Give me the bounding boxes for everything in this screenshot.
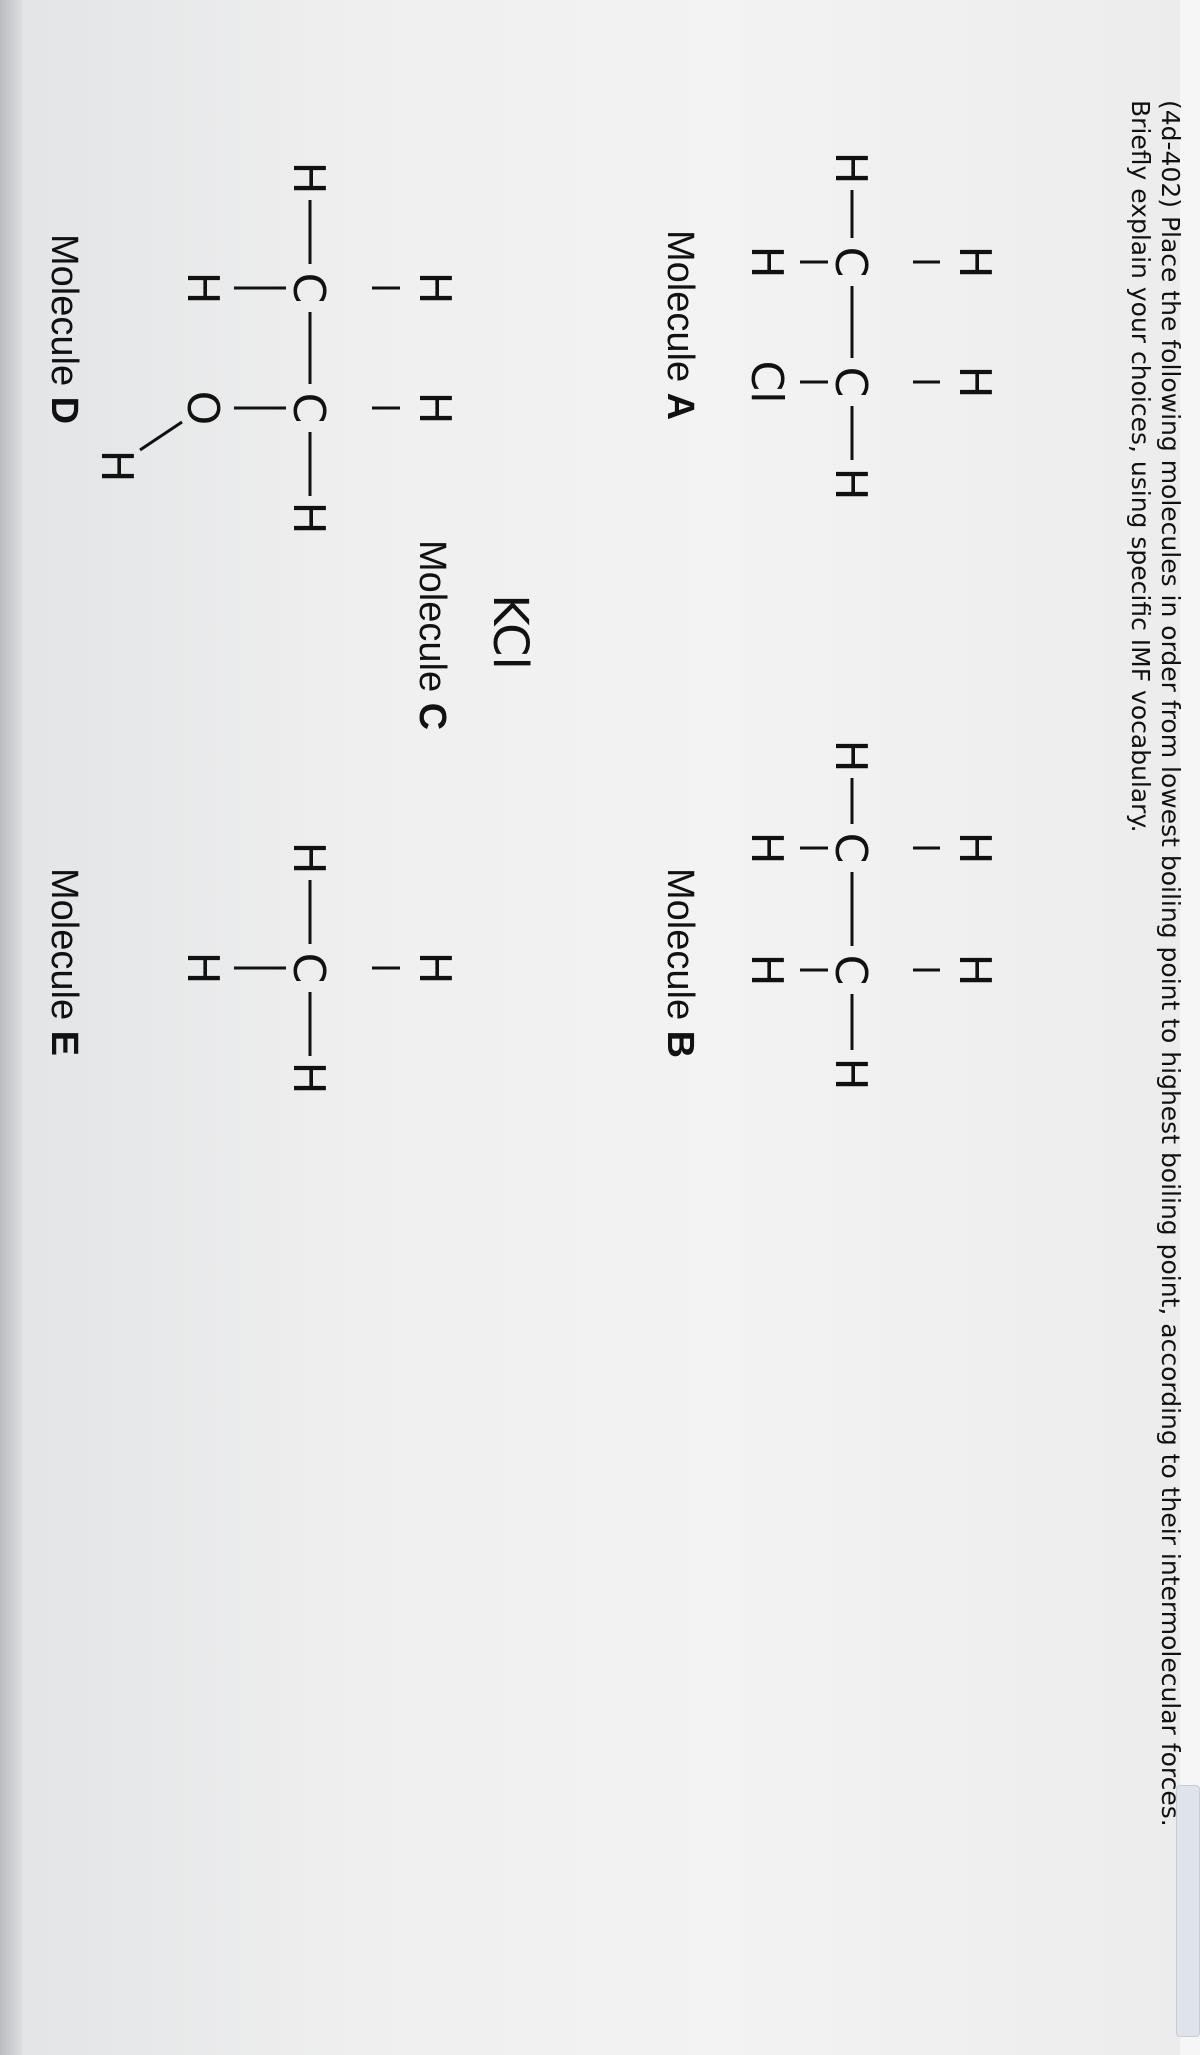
atom-h: H [283,841,334,875]
atom-h: H [409,271,460,305]
label-letter: E [43,1030,85,1056]
molecule-c-formula: KCl [482,594,538,670]
label-letter: B [659,1030,701,1059]
atom-h: H [741,953,792,987]
molecule-b-label [659,868,701,1058]
atom-c: C [283,272,334,304]
molecule-d-structure [91,161,460,534]
atom-h: H [741,245,792,279]
atom-h: H [177,271,228,305]
question-line-1: (4d-402) Place the following molecules in order from lowest boiling point to highest boiling point, according to their intermolecular forces. [1156,100,1185,1827]
label-letter: C [411,702,453,731]
molecule-e-structure [177,841,460,1094]
atom-c: C [825,366,876,398]
label-prefix: Molecule [659,868,701,1031]
atom-c: C [283,392,334,424]
molecule-b-structure [741,739,1000,1090]
label-prefix: Molecule [411,540,453,703]
atom-c: C [283,952,334,984]
molecule-e-label [43,868,85,1056]
atom-cl: Cl [741,360,792,404]
atom-h: H [949,831,1000,865]
atom-o: O [177,390,228,426]
atom-h: H [741,831,792,865]
atom-h: H [825,1057,876,1091]
question-line-2: Briefly explain your choices, using specific IMF vocabulary. [1126,100,1155,833]
atom-c: C [825,832,876,864]
atom-h: H [949,365,1000,399]
molecule-c-label [411,540,453,730]
molecule-a-structure [741,151,1000,500]
label-letter: A [659,392,701,421]
molecule-d-label [43,234,85,424]
atom-h: H [283,1061,334,1095]
atom-h: H [177,951,228,985]
atom-h: H [949,953,1000,987]
bond [140,422,182,450]
atom-h: H [825,467,876,501]
molecule-a-label [659,230,701,420]
label-prefix: Molecule [659,230,701,393]
atom-h: H [825,151,876,185]
atom-h: H [91,449,142,483]
atom-h: H [283,161,334,195]
atom-c: C [825,246,876,278]
atom-h: H [825,739,876,773]
label-prefix: Molecule [43,868,85,1031]
atom-h: H [283,501,334,535]
atom-h: H [409,951,460,985]
atom-h: H [949,245,1000,279]
atom-c: C [825,954,876,986]
atom-h: H [409,391,460,425]
label-prefix: Molecule [43,234,85,397]
label-letter: D [43,396,85,425]
